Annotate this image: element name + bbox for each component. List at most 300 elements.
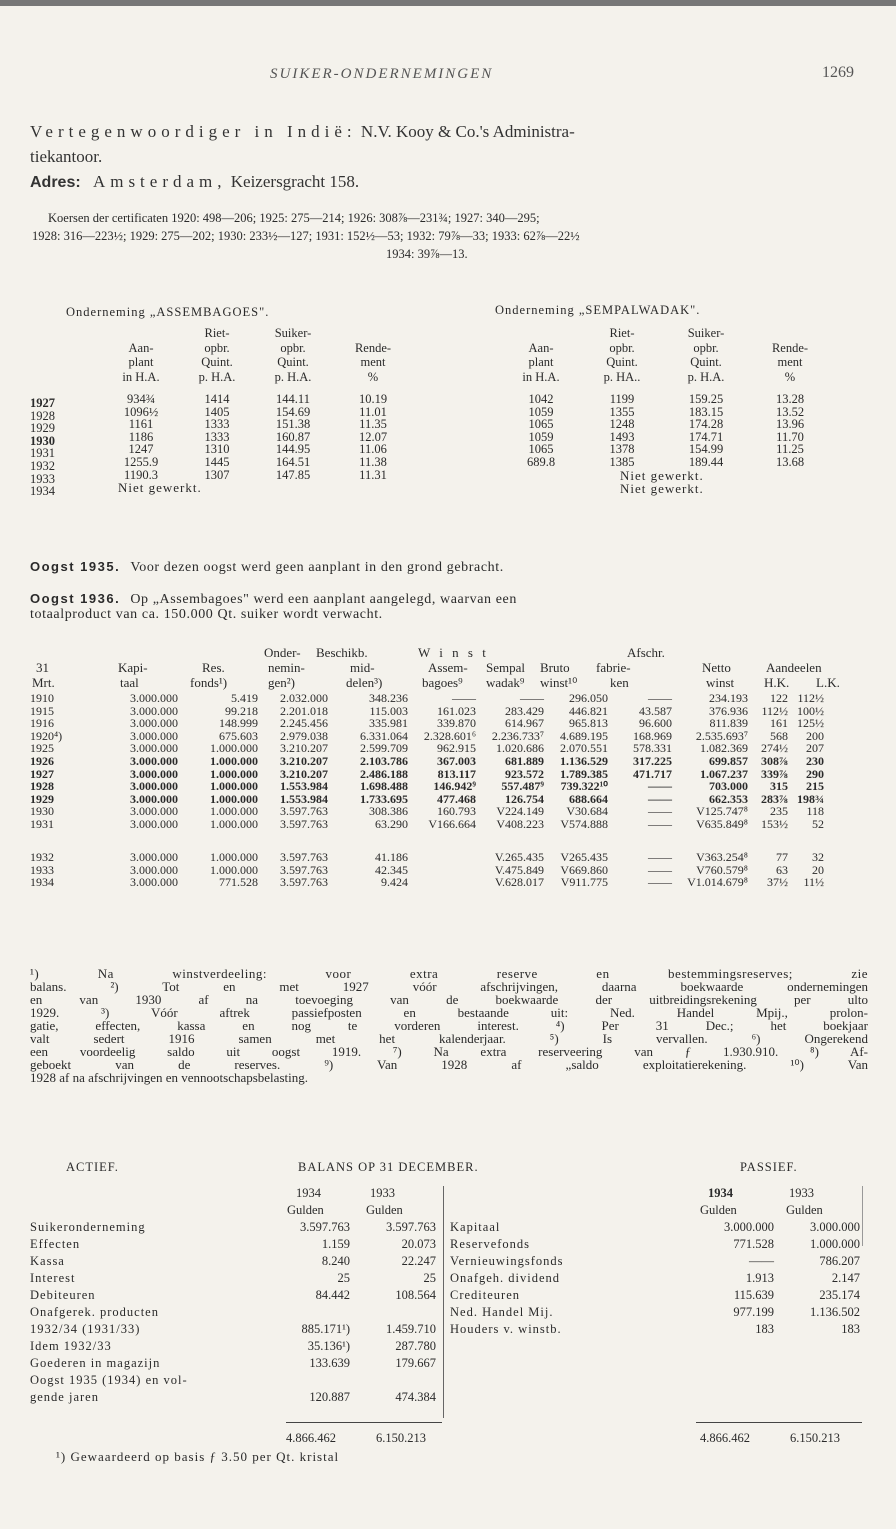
actief-row-value-1933 — [350, 1304, 436, 1321]
sempal-cell: 13.52 — [775, 404, 805, 419]
assem-header-cell: opbr. — [280, 340, 306, 355]
fin-h-onder: Onder- — [264, 645, 301, 660]
actief-row-value-1934 — [270, 1304, 350, 1321]
actief-row-value-1934: 120.887 — [309, 1390, 350, 1404]
fin-h-assem: Assem- — [428, 660, 468, 675]
year-cell: 1928 — [30, 408, 55, 423]
sempalwadak-table — [500, 326, 830, 495]
footnote-line: gatie, effecten, kassa en nog te vorderen interest. ⁴) Per 31 Dec.; het boekjaar — [30, 1018, 868, 1033]
assem-header-cell: in H.A. — [122, 369, 160, 384]
balans-passief-year2: 1933 — [789, 1186, 814, 1200]
fin-cell: 1927 — [30, 766, 54, 781]
oogst-1935-text: Voor dezen oogst werd geen aanplant in den grond gebracht. — [130, 560, 504, 575]
sempal-header-cell — [750, 326, 830, 341]
passief-row-label: Houders v. winstb. — [450, 1322, 562, 1336]
fin-cell: 230 — [806, 753, 824, 768]
balans-total-rule-left — [286, 1422, 442, 1423]
fin-cell: 739.322¹⁰ — [560, 779, 608, 794]
passief-row — [450, 1304, 860, 1321]
sempal-header-cell: Quint. — [690, 355, 722, 369]
fin-cell: 3.000.000 — [130, 741, 178, 756]
fin-cell: 1.553.984 — [280, 779, 328, 794]
address-city: Amsterdam, — [92, 172, 227, 191]
fin-cell: 1915 — [30, 703, 54, 718]
fin-cell: 235 — [770, 804, 788, 819]
actief-row — [30, 1372, 436, 1389]
sempalwadak-title: Onderneming „SEMPALWADAK". — [495, 303, 701, 317]
fin-cell: 3.210.207 — [280, 753, 328, 768]
assem-cell: 1333 — [204, 417, 230, 432]
balans-actief-year1: 1934 — [296, 1186, 321, 1200]
passief-row-value-1933: 235.174 — [819, 1288, 860, 1302]
page-number: 1269 — [822, 64, 854, 81]
fin-cell: 578.331 — [633, 741, 672, 756]
fin-cell: 2.599.709 — [360, 741, 408, 756]
fin-cell: V.628.017 — [494, 875, 544, 890]
assem-cell: 11.01 — [359, 404, 387, 419]
fin-cell: 3.000.000 — [130, 804, 178, 819]
assem-cell: 11.06 — [359, 442, 387, 457]
balans-actief-year2: 1933 — [370, 1186, 395, 1200]
fin-cell: 161 — [770, 716, 788, 731]
assem-header-cell: Riet- — [204, 326, 230, 340]
footnote-line: en van 1930 af na toevoeging van de boekwaarde der uitbreidingsrekening per ulto — [30, 992, 868, 1007]
sempal-header-cell: p. H.A. — [687, 369, 725, 384]
year-cell: 1934 — [30, 484, 55, 499]
financial-table — [30, 645, 870, 889]
actief-row-label: 1932/34 (1931/33) — [30, 1322, 141, 1336]
fin-cell: 274½ — [761, 741, 788, 756]
assem-header-cell: plant — [128, 355, 154, 369]
fin-cell: 77 — [776, 849, 788, 864]
assem-header-cell: Quint. — [201, 355, 233, 369]
sempal-data — [500, 393, 830, 469]
assem-cell: 1161 — [128, 417, 154, 432]
year-cell: 1932 — [30, 458, 55, 473]
fin-cell: 1.000.000 — [210, 766, 258, 781]
balans-divider — [443, 1186, 444, 1418]
oogst-1936-label: Oogst 1936. — [30, 591, 121, 606]
fin-cell: 200 — [806, 728, 824, 743]
fin-cell — [408, 831, 476, 864]
actief-row-value-1933 — [350, 1372, 436, 1389]
sempal-cell: 13.68 — [775, 454, 805, 469]
fin-cell — [408, 876, 476, 889]
actief-row — [30, 1304, 436, 1321]
passief-row-value-1934: 115.639 — [733, 1288, 774, 1302]
fin-h-ken: ken — [610, 675, 629, 690]
actief-row — [30, 1355, 436, 1372]
sempal-header-cell: opbr. — [693, 340, 719, 355]
fin-cell: 3.000.000 — [130, 875, 178, 890]
fin-h-hk: H.K. — [764, 675, 790, 690]
fin-cell: 3.000.000 — [130, 862, 178, 877]
fin-cell: 3.597.763 — [280, 816, 328, 831]
fin-cell: 4.689.195 — [560, 728, 608, 743]
sempal-header-cell: Suiker- — [687, 326, 725, 340]
fin-cell: 43.587 — [639, 703, 672, 718]
fin-cell: 1910 — [30, 691, 54, 705]
fin-cell: 115.003 — [369, 703, 408, 718]
fin-h-afschr: Afschr. — [627, 645, 665, 660]
sempal-niet-gewerkt-1934: Niet gewerkt. — [620, 480, 704, 496]
passief-row — [450, 1253, 860, 1270]
sempal-cell: 11.25 — [776, 442, 804, 457]
koersen-line3: 1934: 39⅞—13. — [386, 247, 468, 261]
footnote-line: geboekt van de reserves. ⁹) Van 1928 af „saldo exploitatierekening. ¹⁰) Van — [30, 1057, 868, 1072]
passief-row — [450, 1321, 860, 1338]
fin-h-bagoes: bagoes⁹ — [422, 675, 463, 690]
fin-h-netto: Netto — [702, 660, 731, 675]
fin-cell: 614.967 — [505, 716, 544, 731]
fin-cell: V.475.849 — [494, 862, 544, 877]
oogst-1936 — [30, 591, 866, 608]
balans-passief-label: PASSIEF. — [740, 1160, 798, 1174]
fin-cell: 1.733.695 — [360, 791, 408, 806]
fin-cell: 1.000.000 — [210, 804, 258, 819]
fin-cell: 446.821 — [569, 703, 608, 718]
fin-cell: 2.328.601⁶ — [423, 728, 476, 743]
sempal-cell: 1042 — [528, 392, 554, 406]
passief-row-label: Vernieuwingsfonds — [450, 1254, 564, 1268]
fin-cell: 3.000.000 — [130, 728, 178, 743]
fin-h-beschikb: Beschikb. — [316, 645, 368, 660]
assem-header-cell — [100, 326, 182, 341]
balans-title: BALANS OP 31 DECEMBER. — [298, 1160, 479, 1174]
fin-h-netto-winst: winst — [706, 675, 735, 690]
fin-cell: 148.999 — [219, 716, 258, 731]
fin-h-sempal: Sempal — [486, 660, 525, 675]
actief-row-value-1934: 84.442 — [315, 1288, 350, 1302]
actief-row-label: Goederen in magazijn — [30, 1356, 161, 1370]
fin-cell: V30.684 — [566, 804, 608, 819]
assem-cell: 11.35 — [359, 417, 387, 432]
fin-cell: 1930 — [30, 804, 54, 819]
passief-row-value-1934: 1.913 — [745, 1271, 774, 1285]
sempal-header-cell: Quint. — [606, 355, 638, 369]
fin-cell: 3.000.000 — [130, 703, 178, 718]
fin-cell: 339.870 — [437, 716, 476, 731]
fin-cell: 296.050 — [569, 691, 608, 705]
fin-h-bruto: Bruto — [540, 660, 570, 675]
fin-cell: 52 — [812, 816, 824, 831]
fin-cell: 126.754 — [505, 791, 544, 806]
sempal-header-cell: opbr. — [609, 340, 635, 355]
sempal-cell: 1493 — [609, 429, 635, 444]
assem-header-cell: ment — [360, 355, 386, 369]
assem-cell: 164.51 — [275, 454, 311, 469]
fin-cell: 146.942⁹ — [433, 779, 476, 794]
fin-cell: 3.000.000 — [130, 849, 178, 864]
sempal-header-cell: ment — [777, 355, 803, 369]
estate-years-table — [30, 397, 55, 498]
fin-cell: —— — [648, 862, 672, 877]
fin-cell: 308.386 — [369, 804, 408, 819]
fin-cell: 290 — [806, 766, 824, 781]
fin-cell: 771.528 — [219, 875, 258, 890]
passief-row-value-1933: 3.000.000 — [810, 1220, 860, 1234]
sempal-cell: 1065 — [528, 417, 554, 432]
fin-cell: 471.717 — [633, 766, 672, 781]
fin-cell: 3.210.207 — [280, 766, 328, 781]
fin-cell: 37½ — [767, 875, 788, 890]
fin-cell: —— — [520, 691, 544, 705]
sempal-header-cell: Rende- — [771, 340, 809, 355]
fin-cell: 1933 — [30, 862, 54, 877]
fin-row — [30, 780, 824, 793]
fin-cell: 703.000 — [709, 779, 748, 794]
fin-cell: V760.579⁸ — [696, 862, 748, 877]
passief-row-value-1934: 3.000.000 — [724, 1220, 774, 1234]
fin-cell: 283⅞ — [761, 791, 788, 806]
year-cell: 1933 — [30, 471, 55, 486]
assem-cell: 1307 — [204, 467, 230, 482]
fin-cell: 207 — [806, 741, 824, 756]
assembagoes-title: Onderneming „ASSEMBAGOES". — [66, 305, 270, 319]
actief-row-label: Kassa — [30, 1254, 65, 1268]
assem-cell: 11.38 — [359, 454, 387, 469]
assem-cell: 1255.9 — [123, 454, 159, 469]
actief-row-value-1934: 3.597.763 — [300, 1220, 350, 1234]
assem-cell: 151.38 — [275, 417, 311, 432]
assem-header-cell: p. H.A. — [198, 369, 236, 384]
fin-cell: 348.236 — [369, 691, 408, 705]
fin-cell: 96.600 — [639, 716, 672, 731]
passief-total-1934: 4.866.462 — [700, 1431, 750, 1445]
passief-row — [450, 1287, 860, 1304]
assem-row — [100, 418, 412, 431]
fin-cell: 675.603 — [219, 728, 258, 743]
oogst-1936-line2: totaalproduct van ca. 150.000 Qt. suiker wordt verwacht. — [30, 607, 383, 622]
passief-row-value-1933: 1.136.502 — [810, 1305, 860, 1319]
balans-passief-unit1: Gulden — [700, 1203, 737, 1217]
sempal-cell: 1355 — [609, 404, 635, 419]
balans-actief-unit2: Gulden — [366, 1203, 403, 1217]
fin-row — [30, 818, 824, 831]
assem-cell: 1186 — [128, 429, 154, 444]
assem-cell: 1247 — [128, 442, 154, 457]
fin-cell: 317.225 — [633, 753, 672, 768]
balans-passief-list — [450, 1219, 860, 1338]
sempal-header-cell: Riet- — [609, 326, 635, 340]
assem-cell: 11.31 — [359, 467, 387, 482]
fin-cell: 3.597.763 — [280, 875, 328, 890]
assem-cell: 12.07 — [358, 429, 388, 444]
fin-cell: —— — [648, 691, 672, 705]
oogst-1936-text: Op „Assembagoes" werd een aanplant aangelegd, waarvan een — [130, 592, 517, 607]
fin-cell: 3.000.000 — [130, 716, 178, 731]
actief-row — [30, 1338, 436, 1355]
fin-cell: 122 — [770, 691, 788, 705]
balans-actief-list — [30, 1219, 436, 1406]
fin-cell: —— — [648, 875, 672, 890]
fin-cell: 42.345 — [375, 862, 408, 877]
footnote-line: balans. ²) Tot en met 1927 vóór afschrijvingen, daarna boekwaarde ondernemingen — [30, 979, 868, 994]
fin-h-fonds: fonds¹) — [190, 675, 228, 690]
sempal-cell: 183.15 — [688, 404, 724, 419]
sempal-niet-gewerkt-1933: Niet gewerkt. — [620, 467, 704, 483]
year-cell: 1930 — [30, 433, 55, 448]
fin-cell: 3.000.000 — [130, 779, 178, 794]
sempal-cell: 1385 — [609, 454, 635, 469]
assem-cell: 147.85 — [275, 467, 311, 482]
fin-cell: 3.000.000 — [130, 753, 178, 768]
actief-row-value-1934: 25 — [337, 1271, 350, 1285]
actief-row-label: Interest — [30, 1271, 76, 1285]
assem-cell: 10.19 — [358, 392, 388, 406]
fin-cell: 234.193 — [709, 691, 748, 705]
fin-cell: —— — [452, 691, 476, 705]
fin-cell: —— — [648, 779, 672, 794]
fin-cell: 1.789.385 — [560, 766, 608, 781]
scan-top-edge — [0, 0, 896, 6]
balans-right-edge — [862, 1186, 863, 1246]
fin-cell: 6.331.064 — [360, 728, 408, 743]
balans-actief-label: ACTIEF. — [66, 1160, 119, 1174]
passief-row-label: Reservefonds — [450, 1237, 531, 1251]
fin-cell: V125.747⁸ — [696, 804, 748, 819]
passief-row-value-1934: 771.528 — [733, 1237, 774, 1251]
fin-h-nemin: nemin- — [268, 660, 305, 675]
actief-row — [30, 1219, 436, 1236]
fin-cell: 41.186 — [375, 849, 408, 864]
fin-cell: 477.468 — [437, 791, 476, 806]
representative-label: Vertegenwoordiger in Indië: — [30, 122, 357, 141]
fin-h-mrt: Mrt. — [32, 675, 55, 690]
fin-cell: 9.424 — [381, 875, 408, 890]
fin-cell: 1.000.000 — [210, 791, 258, 806]
footnote-line: 1929. ³) Vóór aftrek passiefposten en bestaande uit: Ned. Handel Mpij., prolon- — [30, 1005, 868, 1020]
fin-cell: 1.698.488 — [360, 779, 408, 794]
fin-cell: 1925 — [30, 741, 54, 756]
fin-cell: 112½ — [797, 691, 824, 705]
assem-cell: 1405 — [204, 404, 230, 419]
actief-row-value-1934: 35.136¹) — [307, 1339, 350, 1353]
fin-cell: 662.353 — [709, 791, 748, 806]
fin-cell: V635.849⁸ — [696, 816, 748, 831]
sempal-cell: 1065 — [528, 442, 554, 457]
fin-cell: 1.082.369 — [700, 741, 748, 756]
assem-cell: 160.87 — [275, 429, 311, 444]
fin-h-delen: delen³) — [346, 675, 383, 690]
fin-cell: 63 — [776, 862, 788, 877]
actief-total-1934: 4.866.462 — [286, 1431, 336, 1445]
assem-cell: 934¾ — [126, 392, 156, 406]
fin-h-fabrie: fabrie- — [596, 660, 631, 675]
sempal-cell: 154.99 — [688, 442, 724, 457]
fin-cell: 63.290 — [375, 816, 408, 831]
fin-cell: 100½ — [797, 703, 824, 718]
fin-cell: 1.000.000 — [210, 849, 258, 864]
actief-row-value-1934: 1.159 — [321, 1237, 350, 1251]
assem-cell: 1310 — [204, 442, 230, 457]
koersen-line2: 1928: 316—223½; 1929: 275—202; 1930: 233½—127; 1931: 152½—53; 1932: 79⅞—33; 1933: 62⅞—22½ — [32, 229, 580, 243]
assem-data — [100, 393, 412, 481]
fin-cell: 1.000.000 — [210, 816, 258, 831]
fin-cell: 1929 — [30, 791, 54, 806]
fin-cell: 125½ — [797, 716, 824, 731]
assem-row — [100, 456, 412, 469]
fin-cell: 3.597.763 — [280, 849, 328, 864]
address-label: Adres: — [30, 174, 81, 191]
fin-cell: 153½ — [761, 816, 788, 831]
fin-cell: 168.969 — [633, 728, 672, 743]
fin-cell: 1.553.984 — [280, 791, 328, 806]
assem-header-cell: Aan- — [128, 340, 154, 355]
assem-cell: 144.11 — [276, 392, 310, 406]
fin-row — [30, 755, 824, 768]
fin-cell: 1.067.237 — [700, 766, 748, 781]
fin-data — [30, 692, 824, 889]
actief-row — [30, 1287, 436, 1304]
sempal-header-cell: p. HA.. — [603, 369, 641, 384]
assem-header-cell — [334, 326, 412, 341]
fin-cell: 2.201.018 — [280, 703, 328, 718]
fin-h-gen: gen²) — [268, 675, 295, 690]
fin-cell: 315 — [770, 779, 788, 794]
fin-cell: 3.597.763 — [280, 862, 328, 877]
fin-cell: 1934 — [30, 875, 54, 890]
fin-cell: 3.000.000 — [130, 816, 178, 831]
fin-cell: 3.000.000 — [130, 791, 178, 806]
fin-cell: —— — [648, 804, 672, 819]
balans-footnote: ¹) Gewaardeerd op basis ƒ 3.50 per Qt. kristal — [56, 1449, 340, 1464]
actief-row-value-1933: 287.780 — [395, 1339, 436, 1353]
assem-header-cell: p. H.A. — [274, 369, 312, 384]
passief-row-value-1933: 786.207 — [819, 1254, 860, 1268]
fin-cell: 1.136.529 — [560, 753, 608, 768]
fin-cell: 2.103.786 — [360, 753, 408, 768]
fin-h-bruto-winst: winst¹⁰ — [540, 675, 578, 690]
passief-row-value-1934: —— — [749, 1254, 774, 1268]
fin-h-lk: L.K. — [816, 675, 840, 690]
actief-row-label: gende jaren — [30, 1390, 99, 1404]
fin-cell: V574.888 — [560, 816, 608, 831]
fin-cell: 699.857 — [709, 753, 748, 768]
actief-row-value-1933: 1.459.710 — [386, 1322, 436, 1336]
fin-cell: 1932 — [30, 849, 54, 864]
fin-cell — [408, 864, 476, 877]
sempal-row — [500, 418, 830, 431]
fin-cell: 283.429 — [505, 703, 544, 718]
fin-cell: 965.813 — [569, 716, 608, 731]
fin-cell: 1.000.000 — [210, 741, 258, 756]
address-line — [30, 172, 359, 192]
fin-cell: 3.597.763 — [280, 804, 328, 819]
actief-row-value-1934: 885.171¹) — [301, 1322, 350, 1336]
fin-cell: 376.936 — [709, 703, 748, 718]
fin-cell: 1926 — [30, 753, 54, 768]
sempal-cell: 174.28 — [688, 417, 724, 432]
fin-cell: 161.023 — [437, 703, 476, 718]
fin-cell: V224.149 — [496, 804, 544, 819]
fin-cell: 1.000.000 — [210, 779, 258, 794]
fin-cell: 1931 — [30, 816, 54, 831]
estate-years — [30, 397, 55, 498]
fin-cell: 99.218 — [225, 703, 258, 718]
passief-row-value-1933: 2.147 — [831, 1271, 860, 1285]
sempal-cell: 13.96 — [775, 417, 805, 432]
balans-passief-unit2: Gulden — [786, 1203, 823, 1217]
actief-row-label: Onafgerek. producten — [30, 1305, 159, 1319]
representative-line2: tiekantoor. — [30, 147, 103, 166]
passief-row-label: Kapitaal — [450, 1220, 501, 1234]
passief-total-1933: 6.150.213 — [790, 1431, 840, 1445]
assem-header-cell: Rende- — [354, 340, 392, 355]
passief-row-value-1934: 977.199 — [733, 1305, 774, 1319]
fin-cell: 367.003 — [437, 753, 476, 768]
fin-cell: 308⅞ — [761, 753, 788, 768]
